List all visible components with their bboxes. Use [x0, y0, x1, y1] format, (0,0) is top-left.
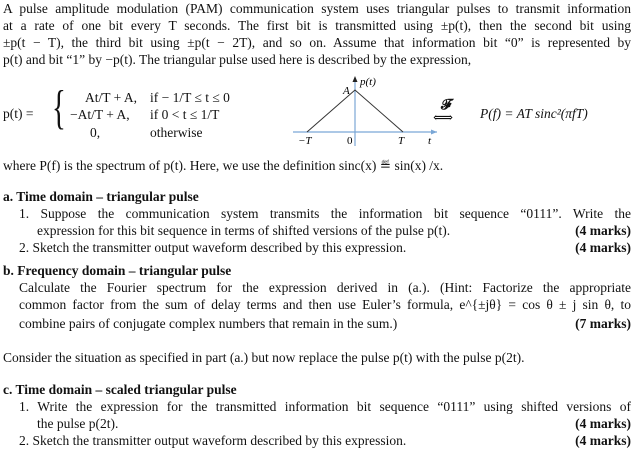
case1-expression: At/T + A, — [85, 90, 137, 105]
part-b-body — [19, 279, 631, 313]
part-b-marks: (7 marks) — [575, 316, 631, 331]
intro-line: A pulse amplitude modulation (PAM) communication system uses triangular pulses to transmit information — [3, 1, 631, 16]
p-axis-arrow — [353, 76, 358, 82]
case2-condition: if 0 < t ≤ 1/T — [150, 107, 220, 122]
sinc-definition-line: where P(f) is the spectrum of p(t). Here, we use the definition sinc(x) ≝ sin(x) /x. — [3, 158, 444, 173]
triangle-pulse-graph — [285, 74, 445, 148]
part-a-q1 — [19, 205, 631, 222]
graph-tick-neg: −T — [298, 135, 312, 147]
case3-condition: otherwise — [150, 125, 203, 140]
intro-paragraph — [3, 0, 631, 68]
part-c-q1-line: 1. Write the expression for the transmitted information bit sequence “0111” using shifted versions of — [19, 399, 631, 414]
intro-line: at a rate of one bit every T seconds. The first bit is transmitted using ±p(t), then the second bit using — [3, 18, 631, 33]
intro-line: ±p(t − T), the third bit using ±p(t − 2T), and so on. Assume that information bit “0” is represented by — [3, 35, 631, 50]
graph-axis-label: t — [428, 135, 432, 147]
part-b-heading: b. Frequency domain – triangular pulse — [3, 263, 232, 278]
part-c-q2-marks: (4 marks) — [575, 433, 631, 448]
part-a-q1-line: expression for this bit sequence in terms of shifted versions of the pulse p(t). — [37, 223, 451, 238]
graph-ylabel: p(t) — [360, 76, 376, 88]
part-b-line: combine pairs of conjugate complex numbers that remain in the sum.) — [19, 316, 398, 331]
part-a-q2: 2. Sketch the transmitter output waveform described by this expression. — [19, 240, 407, 255]
equation-brace: { — [52, 81, 66, 134]
part-b-line: Calculate the Fourier spectrum for the expression derived in (a.). (Hint: Factorize the appropriate — [19, 280, 631, 295]
part-c-heading: c. Time domain – scaled triangular pulse — [3, 382, 237, 397]
case1-condition: if − 1/T ≤ t ≤ 0 — [150, 90, 230, 105]
case3-expression: 0, — [90, 125, 101, 140]
part-b-line: common factor from the sum of delay terms and then use Euler’s formula, e^{±jθ} = cos θ ± j sin θ, to — [19, 297, 631, 312]
part-c-q2: 2. Sketch the transmitter output waveform described by this expression. — [19, 433, 407, 448]
part-c-q1-line: the pulse p(2t). — [37, 416, 119, 431]
case2-expression: −At/T + A, — [70, 107, 130, 122]
graph-tick-pos: T — [398, 135, 405, 147]
part-a-heading: a. Time domain – triangular pulse — [3, 189, 199, 204]
t-axis-arrow — [431, 130, 437, 135]
intro-line: p(t) and bit “1” by −p(t). The triangular pulse used here is described by the expression, — [3, 52, 472, 67]
part-c-q1 — [19, 398, 631, 415]
graph-peak-label: A — [343, 85, 350, 97]
transform-arrow-icon: ⟺ — [433, 111, 454, 126]
fourier-symbol: 𝓕 — [441, 98, 452, 113]
part-a-q1-line: 1. Suppose the communication system transmits the information bit sequence “0111”. Write the — [19, 206, 631, 221]
consider-line: Consider the situation as specified in part (a.) but now replace the pulse p(t) with the pulse p(2t). — [3, 350, 525, 365]
spectrum-expression: P(f) = AT sinc²(πfT) — [480, 106, 588, 121]
part-c-q1-marks: (4 marks) — [575, 416, 631, 431]
graph-tick-zero: 0 — [347, 135, 353, 147]
part-a-q1-marks: (4 marks) — [575, 223, 631, 238]
equation-lhs: p(t) = — [3, 106, 34, 121]
part-a-q2-marks: (4 marks) — [575, 240, 631, 255]
